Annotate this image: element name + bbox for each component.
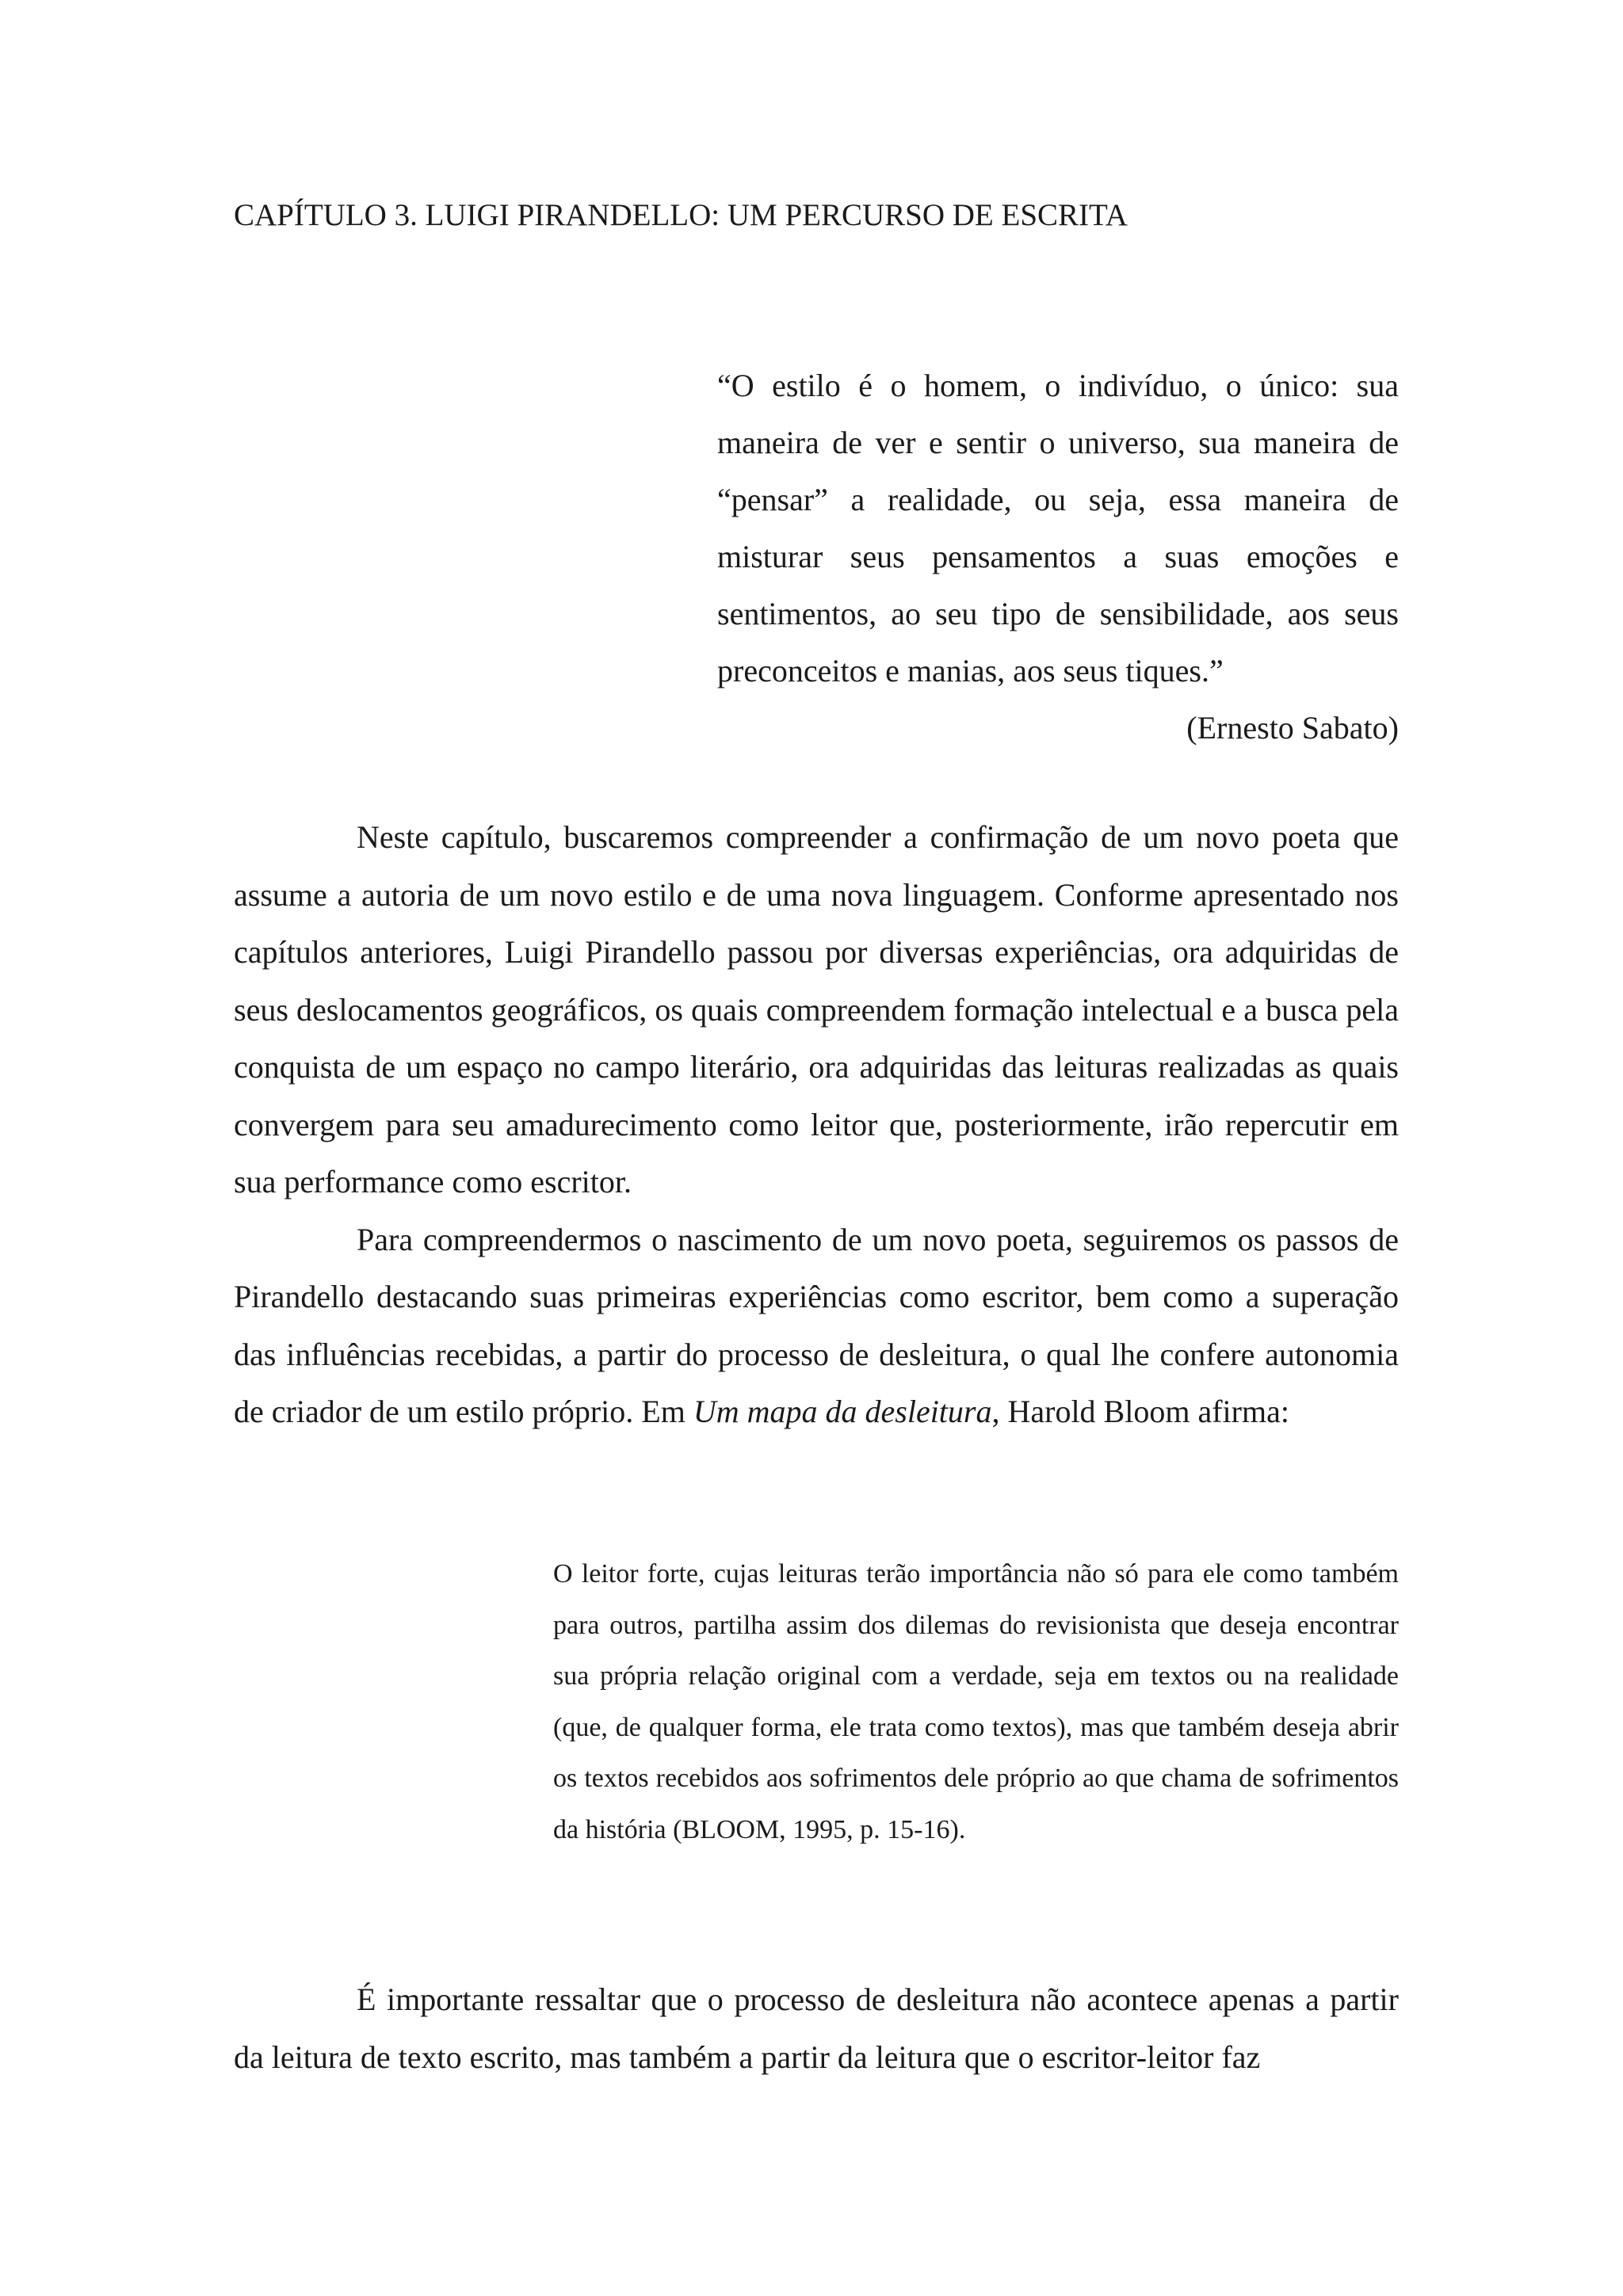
- book-title: Um mapa da desleitura: [693, 1394, 992, 1429]
- body-text: [234, 809, 1399, 1441]
- body-text-continued: [234, 1971, 1399, 2086]
- epigraph-text: “O estilo é o homem, o indivíduo, o único: sua maneira de ver e sentir o universo, sua maneira de “pensar” a realidade, ou seja, essa maneira de misturar seus pensamentos a suas emoções e sentimentos, ao seu tipo de sensibilidade, aos seus preconceitos e manias, aos seus tiques.”: [717, 368, 1399, 688]
- block-quote-text: O leitor forte, cujas leituras terão importância não só para ele como também para outros, partilha assim dos dilemas do revisionista que deseja encontrar sua própria relação original com a verdade, seja em textos ou na realidade (que, de qualquer forma, ele trata como textos), mas que também deseja abrir os textos recebidos aos sofrimentos dele próprio ao que chama de sofrimentos da história (BLOOM, 1995, p. 15-16).: [553, 1559, 1399, 1844]
- paragraph: Neste capítulo, buscaremos compreender a confirmação de um novo poeta que assume a autoria de um novo estilo e de uma nova linguagem. Conforme apresentado nos capítulos anteriores, Luigi Pirandello passou por diversas experiências, ora adquiridas de seus deslocamentos geográficos, os quais compreendem formação intelectual e a busca pela conquista de um espaço no campo literário, ora adquiridas das leituras realizadas as quais convergem para seu amadurecimento como leitor que, posteriormente, irão repercutir em sua performance como escritor.: [234, 819, 1399, 1199]
- epigraph-author: (Ernesto Sabato): [1186, 710, 1399, 746]
- paragraph-text: Para compreendermos o nascimento de um novo poeta, seguiremos os passos de Pirandello destacando suas primeiras experiências como escritor, bem como a superação das influências recebidas, a partir do processo de desleitura, o qual lhe confere autonomia de criador de um estilo próprio. Em: [234, 1221, 1399, 1429]
- chapter-title: CAPÍTULO 3. LUIGI PIRANDELLO: UM PERCURSO DE ESCRITA: [234, 198, 1128, 232]
- paragraph: [234, 1211, 1399, 1441]
- block-quote: [553, 1549, 1399, 1855]
- paragraph: É importante ressaltar que o processo de desleitura não acontece apenas a partir da leitura de texto escrito, mas também a partir da leitura que o escritor-leitor faz: [234, 1981, 1399, 2075]
- epigraph: [717, 357, 1399, 757]
- paragraph-text: , Harold Bloom afirma:: [991, 1394, 1289, 1429]
